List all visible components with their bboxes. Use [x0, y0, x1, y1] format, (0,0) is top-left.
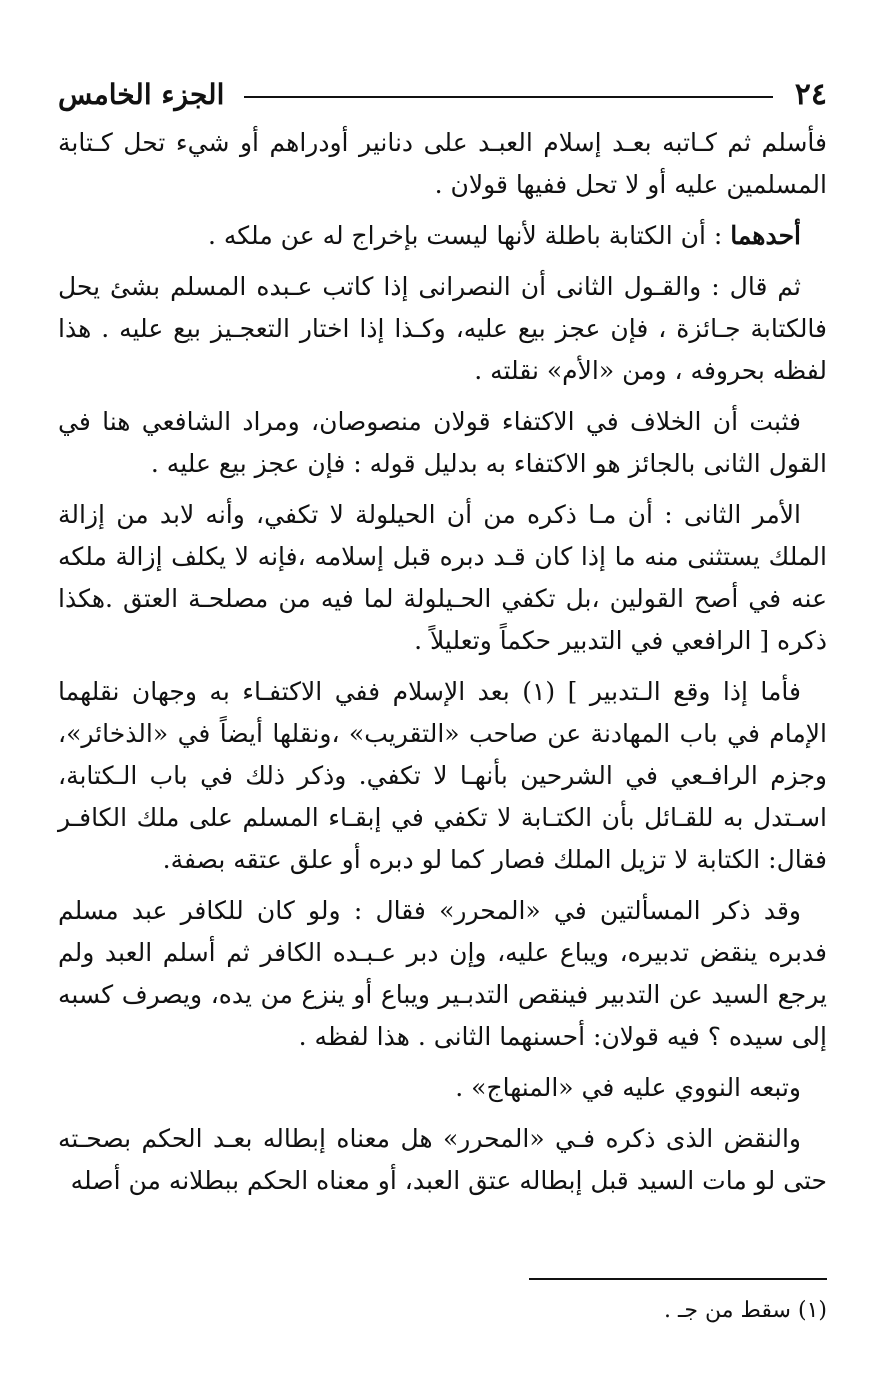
- paragraph-6: فأما إذا وقع الـتدبير ] (١) بعد الإسلام ففي الاكتفـاء به وجهان نقلهما الإمام في باب المهادنة عن صاحب «التقريب» ،ونقلها أيضاً في «الذخائر»، وجزم الرافـعي في الشرحين بأنهـا لا تكفي. وذكر ذلك في باب الـكتابة، اسـتدل به للقـائل بأن الكتـابة لا تكفي في إبقـاء المسلم على ملك الكافـر فقال: الكتابة لا تزيل الملك فصار كما لو دبره أو علق عتقه بصفة.: [58, 677, 827, 874]
- paragraph-1: فأسلم ثم كـاتبه بعـد إسلام العبـد على دنانير أودراهم أو شيء تحل كـتابة المسلمين عليه أو لا تحل ففيها قولان .: [58, 128, 827, 199]
- page-header: [58, 72, 827, 116]
- paragraph-3: ثم قال : والقـول الثانى أن النصرانى إذا كاتب عـبده المسلم بشئ يحل فالكتابة جـائزة ، فإن عجز بيع عليه، وكـذا إذا اختار التعجـيز بيع عليه . هذا لفظه بحروفه ، ومن «الأم» نقلته .: [58, 272, 827, 385]
- header-rule: [244, 96, 772, 98]
- footnote-rule: [529, 1278, 827, 1280]
- paragraph-5: الأمر الثانى : أن مـا ذكره من أن الحيلولة لا تكفي، وأنه لابد من إزالة الملك يستثنى منه ما إذا كان قـد دبره قبل إسلامه ،فإنه لا يكلف إزالة ملكه عنه في أصح القولين ،بل تكفي الحـيلولة لما فيه من مصلحـة العتق .هكذا ذكره [ الرافعي في التدبير حكماً وتعليلاً .: [58, 500, 827, 655]
- body-text: [58, 122, 827, 1202]
- paragraph-8: وتبعه النووي عليه في «المنهاج» .: [455, 1073, 801, 1102]
- book-page: [58, 72, 827, 1372]
- footnote: (١) سقط من جـ .: [664, 1298, 827, 1323]
- paragraph-4: فثبت أن الخلاف في الاكتفاء قولان منصوصان، ومراد الشافعي هنا في القول الثانى بالجائز هو الاكتفاء به بدليل قوله : فإن عجز بيع عليه .: [58, 407, 827, 478]
- paragraph-2: [58, 215, 827, 257]
- page-number: ٢٤: [794, 76, 827, 112]
- paragraph-2-lead: أحدهما: [730, 221, 801, 250]
- paragraph-7: وقد ذكر المسألتين في «المحرر» فقال : ولو كان للكافر عبد مسلم فدبره ينقض تدبيره، ويباع عليه، وإن دبر عـبـده الكافر ثم أسلم العبد ولم يرجع السيد عن التدبير فينقص التدبـير ويباع أو ينزع من يده، ويصرف كسبه إلى سيده ؟ فيه قولان: أحسنهما الثانى . هذا لفظه .: [58, 896, 827, 1051]
- paragraph-2-text: : أن الكتابة باطلة لأنها ليست بإخراج له عن ملكه .: [207, 221, 731, 250]
- running-title: الجزء الخامس: [58, 77, 225, 111]
- paragraph-9: والنقض الذى ذكره فـي «المحرر» هل معناه إبطاله بعـد الحكم بصحـته حتى لو مات السيد قبل إبطاله عتق العبد، أو معناه الحكم ببطلانه من أصله: [58, 1124, 827, 1195]
